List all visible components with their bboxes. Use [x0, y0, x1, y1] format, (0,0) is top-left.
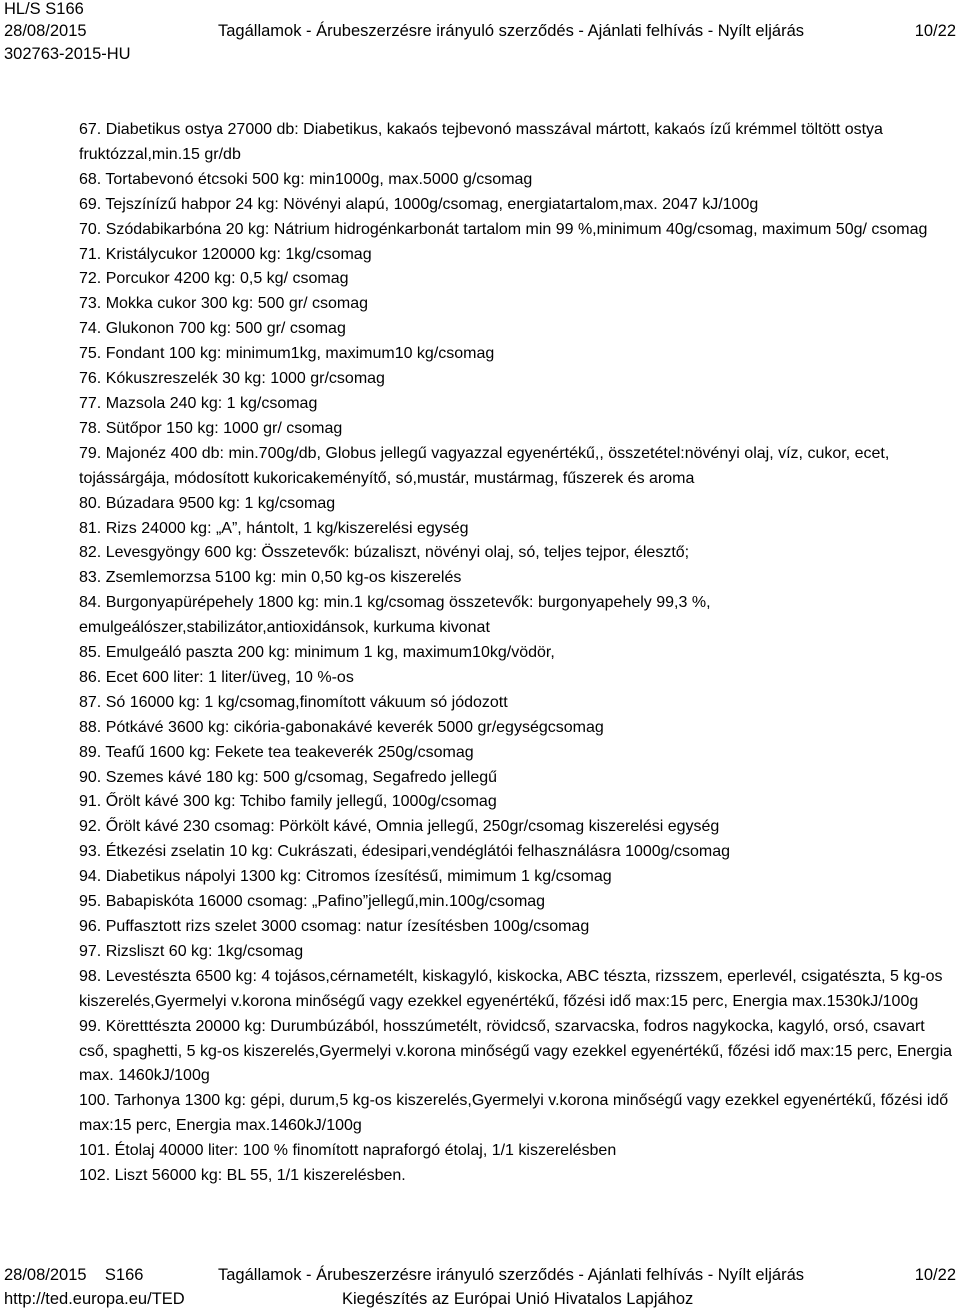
- list-item: 74. Glukonon 700 kg: 500 gr/ csomag: [79, 320, 346, 338]
- list-item: 84. Burgonyapürépehely 1800 kg: min.1 kg/csomag összetevők: burgonyapehely 99,3 %, emulgeálószer,stabilizátor,antioxidánsok, kurkuma kivonat: [79, 594, 711, 637]
- list-item: 95. Babapiskóta 16000 csomag: „Pafino”jellegű,min.100g/csomag: [79, 893, 546, 911]
- list-item: 89. Teafű 1600 kg: Fekete tea teakeverék 250g/csomag: [79, 743, 474, 761]
- list-item: 94. Diabetikus nápolyi 1300 kg: Citromos ízesítésű, mimimum 1 kg/csomag: [79, 868, 612, 886]
- header-date: 28/08/2015: [4, 22, 87, 40]
- list-item: 82. Levesgyöngy 600 kg: Összetevők: búzaliszt, növényi olaj, só, teljes tejpor, élesztő;: [79, 544, 690, 562]
- list-item: 83. Zsemlemorzsa 5100 kg: min 0,50 kg-os kiszerelés: [79, 569, 462, 587]
- series-label: HL/S S166: [4, 0, 84, 18]
- list-item: 102. Liszt 56000 kg: BL 55, 1/1 kiszerelésben.: [79, 1167, 406, 1185]
- footer-subtitle: Kiegészítés az Európai Unió Hivatalos Lapjához: [342, 1290, 694, 1308]
- list-item: 87. Só 16000 kg: 1 kg/csomag,finomított vákuum só jódozott: [79, 693, 508, 711]
- list-item: 79. Majonéz 400 db: min.700g/db, Globus jellegű vagyazzal egyenértékű,, összetétel:növényi olaj, víz, cukor, ecet, tojássárgája, módosított kukoricakeményítő, só,mustár, mustármag, fűszerek és aroma: [79, 444, 890, 487]
- list-item: 76. Kókuszreszelék 30 kg: 1000 gr/csomag: [79, 370, 385, 388]
- list-item: 71. Kristálycukor 120000 kg: 1kg/csomag: [79, 245, 372, 263]
- list-item: 91. Őrölt kávé 300 kg: Tchibo family jellegű, 1000g/csomag: [79, 793, 497, 811]
- list-item: 69. Tejszínízű habpor 24 kg: Növényi alapú, 1000g/csomag, energiatartalom,max. 2047 kJ/100g: [79, 195, 759, 213]
- item-list: [79, 118, 955, 1189]
- list-item: 81. Rizs 24000 kg: „A”, hántolt, 1 kg/kiszerelési egység: [79, 519, 469, 537]
- list-item: 75. Fondant 100 kg: minimum1kg, maximum10 kg/csomag: [79, 345, 495, 363]
- list-item: 78. Sütőpor 150 kg: 1000 gr/ csomag: [79, 419, 343, 437]
- list-item: 85. Emulgeáló paszta 200 kg: minimum 1 kg, maximum10kg/vödör,: [79, 644, 555, 662]
- list-item: 73. Mokka cukor 300 kg: 500 gr/ csomag: [79, 295, 369, 313]
- header-page-number: 10/22: [914, 22, 956, 40]
- header-title: Tagállamok - Árubeszerzésre irányuló szerződés - Ajánlati felhívás - Nyílt eljárás: [218, 22, 804, 40]
- list-item: 96. Puffasztott rizs szelet 3000 csomag: natur ízesítésben 100g/csomag: [79, 918, 590, 935]
- list-item: 100. Tarhonya 1300 kg: gépi, durum,5 kg-os kiszerelés,Gyermelyi v.korona minőségű vagy ezekkel egyenértékű, főzési idő max:15 perc, Energia max.1460kJ/100g: [79, 1092, 949, 1135]
- page-header: [0, 0, 960, 70]
- list-item: 97. Rizsliszt 60 kg: 1kg/csomag: [79, 942, 304, 960]
- list-item: 72. Porcukor 4200 kg: 0,5 kg/ csomag: [79, 270, 349, 288]
- list-item: 70. Szódabikarbóna 20 kg: Nátrium hidrogénkarbonát tartalom min 99 %,minimum 40g/csomag, maximum 50g/ csomag: [79, 220, 928, 238]
- list-item: 90. Szemes kávé 180 kg: 500 g/csomag, Segafredo jellegű: [79, 768, 498, 786]
- list-item: 80. Búzadara 9500 kg: 1 kg/csomag: [79, 494, 336, 512]
- page-footer: [0, 1262, 960, 1311]
- list-item: 98. Levestészta 6500 kg: 4 tojásos,cérnametélt, kiskagyló, kiskocka, ABC tészta, rizsszem, eperlevél, csigatészta, 5 kg-os kiszerelés,Gyermelyi v.korona minőségű vagy ezekkel egyenértékű, főzési idő max:15 perc, Energia max.1530kJ/100g: [79, 967, 943, 1010]
- footer-title: Tagállamok - Árubeszerzésre irányuló szerződés - Ajánlati felhívás - Nyílt eljárás: [218, 1266, 804, 1284]
- list-item: 86. Ecet 600 liter: 1 liter/üveg, 10 %-os: [79, 668, 354, 686]
- list-item: 88. Pótkávé 3600 kg: cikória-gabonakávé keverék 5000 gr/egységcsomag: [79, 718, 604, 736]
- list-item: 99. Köretttészta 20000 kg: Durumbúzából, hosszúmetélt, rövidcső, szarvacska, fodros nagykocka, kagyló, orsó, csavart cső, spaghetti, 5 kg-os kiszerelés,Gyermelyi v.korona minőségű vagy ezekkel egyenértékű, főzési idő max:15 perc, Energia max. 1460kJ/100g: [79, 1017, 953, 1085]
- list-item: 67. Diabetikus ostya 27000 db: Diabetikus, kakaós tejbevonó masszával mártott, kakaós ízű krémmel töltött ostya fruktózzal,min.15 gr/db: [79, 121, 883, 163]
- notice-id: 302763-2015-HU: [4, 45, 131, 63]
- list-item: 92. Őrölt kávé 230 csomag: Pörkölt kávé, Omnia jellegű, 250gr/csomag kiszerelési egység: [79, 818, 720, 836]
- footer-date-series: 28/08/2015 S166: [4, 1266, 144, 1284]
- list-item: 93. Étkezési zselatin 10 kg: Cukrászati, édesipari,vendéglátói felhasználásra 1000g/csomag: [79, 843, 731, 861]
- list-item: 68. Tortabevonó étcsoki 500 kg: min1000g, max.5000 g/csomag: [79, 170, 533, 188]
- footer-page-number: 10/22: [914, 1266, 956, 1284]
- list-item: 77. Mazsola 240 kg: 1 kg/csomag: [79, 394, 318, 412]
- footer-url-link[interactable]: http://ted.europa.eu/TED: [4, 1290, 185, 1308]
- list-item: 101. Étolaj 40000 liter: 100 % finomított napraforgó étolaj, 1/1 kiszerelésben: [79, 1142, 617, 1160]
